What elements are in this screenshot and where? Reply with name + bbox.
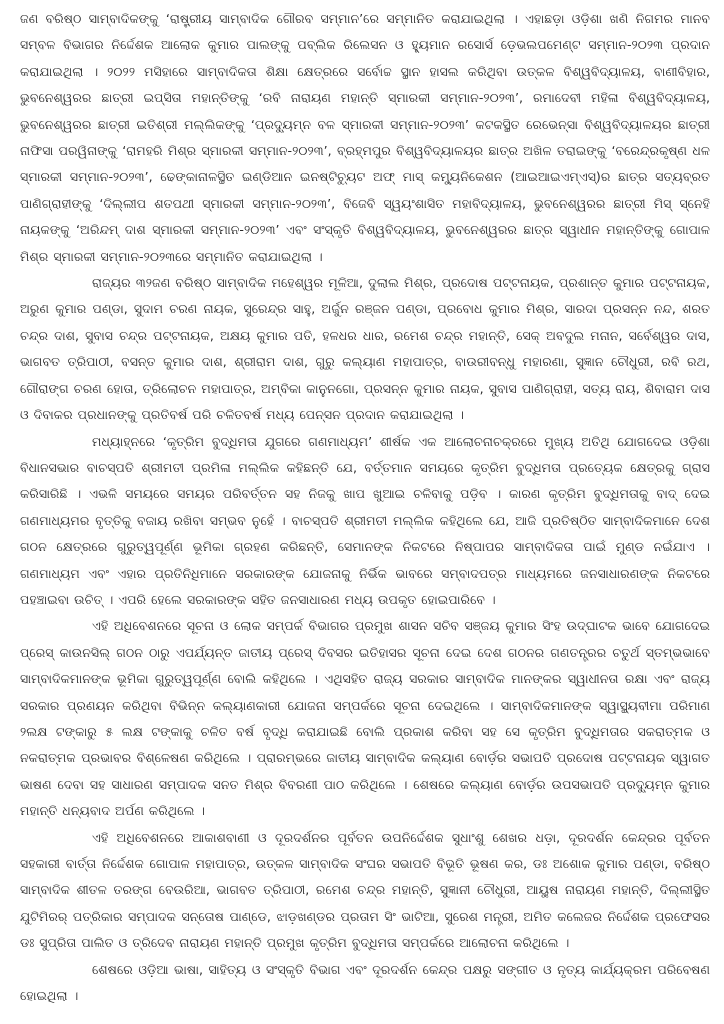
paragraph-awards: ଜଣ ବରିଷ୍ଠ ସାମ୍ବାଦିକଙ୍କୁ ‘ରାଷ୍ଟ୍ରୀୟ ସାମ୍ବାଦିକ ଗୌରବ ସମ୍ମାନ’ରେ ସମ୍ମାନିତ କରାଯାଇଥିଲା । ଏହାଛଡ଼ା ଓଡ଼ିଶା ଖଣି ନିଗମର ମାନବ ସମ୍ବଳ ବିଭାଗର ନିର୍ଦ୍ଦେଶକ ଆଲୋକ କୁମାର ପାଲଙ୍କୁ ପବ୍ଲିକ ରିଲେସନ ଓ ହ୍ୟୁମାନ ରସୋର୍ସ ଡ଼େଭଲପମେଣ୍ଟ ସମ୍ମାନ-୨୦୨୩ ପ୍ରଦାନ କରାଯାଇଥିଲା । ୨୦୨୨ ମସିହାରେ ସାମ୍ବାଦିକତା ଶିକ୍ଷା କ୍ଷେତ୍ରରେ ସର୍ବୋଚ୍ଚ ସ୍ଥାନ ହାସଲ କରିଥିବା ଉତ୍କଳ ବିଶ୍ୱବିଦ୍ୟାଳୟ, ବାଣୀବିହାର, ଭୁବନେଶ୍ୱରର ଛାତ୍ରୀ ଇପ୍ସିତା ମହାନ୍ତିଙ୍କୁ ‘ରବି ନାରାୟଣ ମହାନ୍ତି ସ୍ମାରକୀ ସମ୍ମାନ-୨୦୨୩’, ରମାଦେବୀ ମହିଳା ବିଶ୍ୱବିଦ୍ୟାଳୟ, ଭୁବନେଶ୍ୱରର ଛାତ୍ରୀ ଇତିଶ୍ରୀ ମଲ୍ଲିକଙ୍କୁ ‘ପ୍ରଦ୍ୟୁମ୍ନ ବଳ ସ୍ମାରକୀ ସମ୍ମାନ-୨୦୨୩’ କଟକସ୍ଥିତ ରେଭେନ୍ସା ବିଶ୍ୱବିଦ୍ୟାଳୟର ଛାତ୍ରୀ ନାଫିସା ପରୱିନାଙ୍କୁ ‘ରାମହରି ମିଶ୍ର ସ୍ମାରକୀ ସମ୍ମାନ-୨୦୨୩’, ବ୍ରହ୍ମପୁର ବିଶ୍ୱବିଦ୍ୟାଳୟର ଛାତ୍ର ଅଖିଳ ତରାଇଙ୍କୁ ‘ବରେନ୍ଦ୍ରକୃଷ୍ଣ ଧଳ ସ୍ମାରକୀ ସମ୍ମାନ-୨୦୨୩’, ଢେଙ୍କାନାଳସ୍ଥିତ ଇଣ୍ଡିଆନ ଇନଷ୍ଟିଚ୍ୟୁଟ ଅଫ୍ ମାସ୍ କମ୍ୟୁନିକେଶନ (ଆଇଆଇଏମ୍ଏସ୍)ର ଛାତ୍ର ସତ୍ୟବ୍ରତ ପାଣିଗ୍ରାହୀଙ୍କୁ ‘ଦିଲ୍ଲୀପ ଶତପଥୀ ସ୍ମାରକୀ ସମ୍ମାନ-୨୦୨୩’, ବିଜେବି ସ୍ୱୟଂଶାସିତ ମହାବିଦ୍ୟାଳୟ, ଭୁବନେଶ୍ୱରର ଛାତ୍ରୀ ମିସ୍ ସ୍ନେହି ନାୟକଙ୍କୁ ‘ଅରିନ୍ଦମ୍ ଦାଶ ସ୍ମାରକୀ ସମ୍ମାନ-୨୦୨୩’ ଏବଂ ସଂସ୍କୃତି ବିଶ୍ୱବିଦ୍ୟାଳୟ, ଭୁବନେଶ୍ୱରର ଛାତ୍ର ସ୍ୱାଧୀନ ମହାନ୍ତିଙ୍କୁ ଗୋପାଳ ମିଶ୍ର ସ୍ମାରକୀ ସମ୍ମାନ-୨୦୨୩ରେ ସମ୍ମାନିତ କରାଯାଇଥିଲା । <box>20 11 710 264</box>
paragraph-pension: ରାଜ୍ୟର ୩୨ଜଣ ବରିଷ୍ଠ ସାମ୍ବାଦିକ ମହେଶ୍ୱର ମୂଳିଆ, ଦୁଲାଲ ମିଶ୍ର, ପ୍ରଦୋଷ ପଟ୍ଟନାୟକ, ପ୍ରଶାନ୍ତ କୁମାର ପଟ୍ଟନାୟକ, ଅରୁଣ କୁମାର ପଣ୍ଡା, ସୁଦାମ ଚରଣ ନାୟକ, ସୁରେନ୍ଦ୍ର ସାହୁ, ଅର୍ଜୁନ ରଞ୍ଜନ ପଣ୍ଡା, ପ୍ରବୋଧ କୁମାର ମିଶ୍ର, ସାରଦା ପ୍ରସନ୍ନ ନନ୍ଦ, ଶରତ ଚନ୍ଦ୍ର ଦାଶ, ସୁବାସ ଚନ୍ଦ୍ର ପଟ୍ଟନାୟକ, ଅକ୍ଷୟ କୁମାର ପତି, ହଳଧର ଧାର, ରମେଶ ଚନ୍ଦ୍ର ମହାନ୍ତି, ସେକ୍ ଅବଦୁଲ ମନାନ, ସର୍ବେଶ୍ୱର ଦାସ, ଭାଗବତ ତ୍ରିପାଠୀ, ବସନ୍ତ କୁମାର ଦାଶ, ଶ୍ରୀରାମ ଦାଶ, ଗୁରୁ କଲ୍ୟାଣ ମହାପାତ୍ର, ବାଉରୀବନ୍ଧୁ ମହାରଣା, ସୁଜ୍ଞାନ ଚୌଧୁରୀ, ରବି ରଥ, ଗୌରାଙ୍ଗ ଚରଣ ହୋତା, ତ୍ରିଲୋଚନ ମହାପାତ୍ର, ଅମ୍ବିକା କାନୁନଗୋ, ପ୍ରସନ୍ନ କୁମାର ନାୟକ, ସୁବାସ ପାଣିଗ୍ରାହୀ, ସତ୍ୟ ରାୟ, ଶିବାରାମ ଦାସ ଓ ଦିବାକର ପ୍ରଧାନଙ୍କୁ ପ୍ରତିବର୍ଷ ପରି ଚଳିତବର୍ଷ ମଧ୍ୟ ପେନ୍ସନ ପ୍ରଦାନ କରାଯାଇଥିଲା । <box>20 275 710 423</box>
paragraph-discussion-panel: ଏହି ଅଧିବେଶନରେ ଆକାଶବାଣୀ ଓ ଦୂରଦର୍ଶନର ପୂର୍ବତନ ଉପନିର୍ଦ୍ଦେଶକ ସୁଧାଂଶୁ ଶେଖର ଧଡ଼ା, ଦୂରଦର୍ଶନ କେନ୍ଦ୍ରର ପୂର୍ବତନ ସହକାରୀ ବାର୍ତ୍ତା ନିର୍ଦ୍ଦେଶକ ଗୋପାଳ ମହାପାତ୍ର, ଉତ୍କଳ ସାମ୍ବାଦିକ ସଂଘର ସଭାପତି ବିଭୂତି ଭୂଷଣ କର, ଡଃ ଅଶୋକ କୁମାର ପଣ୍ଡା, ବରିଷ୍ଠ ସାମ୍ବାଦିକ ଶୀତଳ ତରଙ୍ଗ ବେଉରିଆ, ଭାଗବତ ତ୍ରିପାଠୀ, ରମେଶ ଚନ୍ଦ୍ର ମହାନ୍ତି, ସୁଜ୍ଞାନୀ ଚୌଧୁରୀ, ଆୟୁଷ ନାରାୟଣ ମହାନ୍ତି, ଦିଲ୍ଲୀସ୍ଥିତ ଯୁଟିମିରର୍ ପତ୍ରିକାର ସମ୍ପାଦକ ସନ୍ତୋଷ ପାଣ୍ଡେ, ଝାଡ଼ଖଣ୍ଡର ପ୍ରତାମ ସିଂ ଭାଟିଆ, ସୁରେଶ ମନ୍ତ୍ରୀ, ଅମିତ କଲେଜର ନିର୍ଦ୍ଦେଶକ ପ୍ରଫେସର ଡଃ ସୁପ୍ରିତା ପାଲିତ ଓ ତ୍ରିଦେବ ନାରାୟଣ ମହାନ୍ତି ପ୍ରମୁଖ କୃତ୍ରିମ ବୁଦ୍ଧିମତା ସମ୍ପର୍କରେ ଆଲୋଚନା କରିଥିଲେ । <box>20 829 710 951</box>
paragraph-ai-seminar: ମଧ୍ୟାହ୍ନରେ ‘କୃତ୍ରିମ ବୁଦ୍ଧିମତା ଯୁଗରେ ଗଣମାଧ୍ୟମ’ ଶୀର୍ଷକ ଏକ ଆଲୋଚନାଚକ୍ରରେ ମୁଖ୍ୟ ଅତିଥି ଯୋଗଦେଇ ଓଡ଼ିଶା ବିଧାନସଭାର ବାଚସ୍ପତି ଶ୍ରୀମତୀ ପ୍ରମିଳା ମଲ୍ଲିକ କହିଛନ୍ତି ଯେ, ବର୍ତ୍ତମାନ ସମୟରେ କୃତ୍ରିମ ବୁଦ୍ଧିମତା ପ୍ରତ୍ୟେକ କ୍ଷେତ୍ରକୁ ଗ୍ରାସ କରିସାରିଛି । ଏଭଳି ସମୟରେ ସମୟର ପରିବର୍ତ୍ତନ ସହ ନିଜକୁ ଖାପ ଖୁଆଇ ଚଳିବାକୁ ପଡ଼ିବ । କାରଣ କୃତ୍ରିମ ବୁଦ୍ଧିମତାକୁ ବାଦ୍ ଦେଇ ଗଣମାଧ୍ୟମର ବୃତ୍ତିକୁ ବଜାୟ ରଖିବା ସମ୍ଭବ ନୁହେଁ । ବାଚସ୍ପତି ଶ୍ରୀମତୀ ମଲ୍ଲିକ କହିଥିଲେ ଯେ, ଆଜି ପ୍ରତିଷ୍ଠିତ ସାମ୍ବାଦିକମାନେ ଦେଶ ଗଠନ କ୍ଷେତ୍ରରେ ଗୁରୁତ୍ୱପୂର୍ଣ୍ଣ ଭୂମିକା ଗ୍ରହଣ କରିଛନ୍ତି, ସେମାନଙ୍କ ନିକଟରେ ନିଷ୍ପାପର ସାମ୍ବାଦିକତା ପାଇଁ ମୁଣ୍ଡ ନଇଁଯାଏ । ଗଣମାଧ୍ୟମ ଏବଂ ଏହାର ପ୍ରତିନିଧିମାନେ ସରକାରଙ୍କ ଯୋଜନାକୁ ନିର୍ଭିକ ଭାବରେ ସମ୍ବାଦପତ୍ର ମାଧ୍ୟମରେ ଜନସାଧାରଣଙ୍କ ନିକଟରେ ପହଞ୍ଚାଇବା ଉଚିତ୍ । ଏପରି ହେଲେ ସରକାରଙ୍କ ସହିତ ଜନସାଧାରଣ ମଧ୍ୟ ଉପକୃତ ହୋଇପାରିବେ । <box>20 433 710 607</box>
paragraph-session-inauguration: ଏହି ଅଧିବେଶନରେ ସୂଚନା ଓ ଲୋକ ସମ୍ପର୍କ ବିଭାଗର ପ୍ରମୁଖ ଶାସନ ସଚିବ ସଞ୍ଜୟ କୁମାର ସିଂହ ଉଦ୍‌ଘାଟକ ଭାବେ ଯୋଗଦେଇ ପ୍ରେସ୍ କାଉନସିଲ୍ ଗଠନ ଠାରୁ ଏପର୍ଯ୍ୟନ୍ତ ଜାତୀୟ ପ୍ରେସ୍ ଦିବସର ଇତିହାସର ସୂଚନା ଦେଇ ଦେଶ ଗଠନର ଗଣତନ୍ତ୍ରର ଚତୁର୍ଥ ସ୍ତମ୍ଭଭାବେ ସାମ୍ବାଦିକମାନଙ୍କ ଭୂମିକା ଗୁରୁତ୍ୱପୂର୍ଣ୍ଣ ବୋଲି କହିଥିଲେ । ଏଥିସହିତ ରାଜ୍ୟ ସରକାର ସାମ୍ବାଦିକ ମାନଙ୍କର ସ୍ୱାଧୀନତା ରକ୍ଷା ଏବଂ ରାଜ୍ୟ ସରକାର ପ୍ରଣୟନ କରିଥିବା ବିଭିନ୍ନ କଲ୍ୟାଣକାରୀ ଯୋଜନା ସମ୍ପର୍କରେ ସୂଚନା ଦେଇଥିଲେ । ସାମ୍ବାଦିକମାନଙ୍କ ସ୍ୱାସ୍ଥ୍ୟବୀମା ପରିମାଣ ୨ଲକ୍ଷ ଟଙ୍କାରୁ ୫ ଲକ୍ଷ ଟଙ୍କାକୁ ଚଳିତ ବର୍ଷ ବୃଦ୍ଧି କରାଯାଇଛି ବୋଲି ପ୍ରକାଶ କରିବା ସହ ସେ କୃତ୍ରିମ ବୁଦ୍ଧିମତାର ସକରାତ୍ମକ ଓ ନକରାତ୍ମକ ପ୍ରଭାବର ବିଶ୍ଳେଷଣ କରିଥିଲେ । ପ୍ରାରମ୍ଭରେ ଜାତୀୟ ସାମ୍ବାଦିକ କଲ୍ୟାଣ ବୋର୍ଡ଼ର ସଭାପତି ପ୍ରଦୋଷ ପଟ୍ଟନାୟକ ସ୍ୱାଗତ ଭାଷଣ ଦେବା ସହ ସାଧାରଣ ସମ୍ପାଦକ ସନତ ମିଶ୍ର ବିବରଣୀ ପାଠ କରିଥିଲେ । ଶେଷରେ କଲ୍ୟାଣ ବୋର୍ଡ଼ର ଉପସଭାପତି ପ୍ରଦ୍ୟୁମ୍ନ କୁମାର ମହାନ୍ତି ଧନ୍ୟବାଦ ଅର୍ପଣ କରିଥିଲେ । <box>20 618 710 819</box>
paragraph-cultural-program: ଶେଷରେ ଓଡ଼ିଆ ଭାଷା, ସାହିତ୍ୟ ଓ ସଂସ୍କୃତି ବିଭାଗ ଏବଂ ଦୂରଦର୍ଶନ କେନ୍ଦ୍ର ପକ୍ଷରୁ ସଙ୍ଗୀତ ଓ ନୃତ୍ୟ କାର୍ଯ୍ୟକ୍ରମ ପରିବେଷଣ ହୋଇଥିଲା । <box>20 961 710 1004</box>
